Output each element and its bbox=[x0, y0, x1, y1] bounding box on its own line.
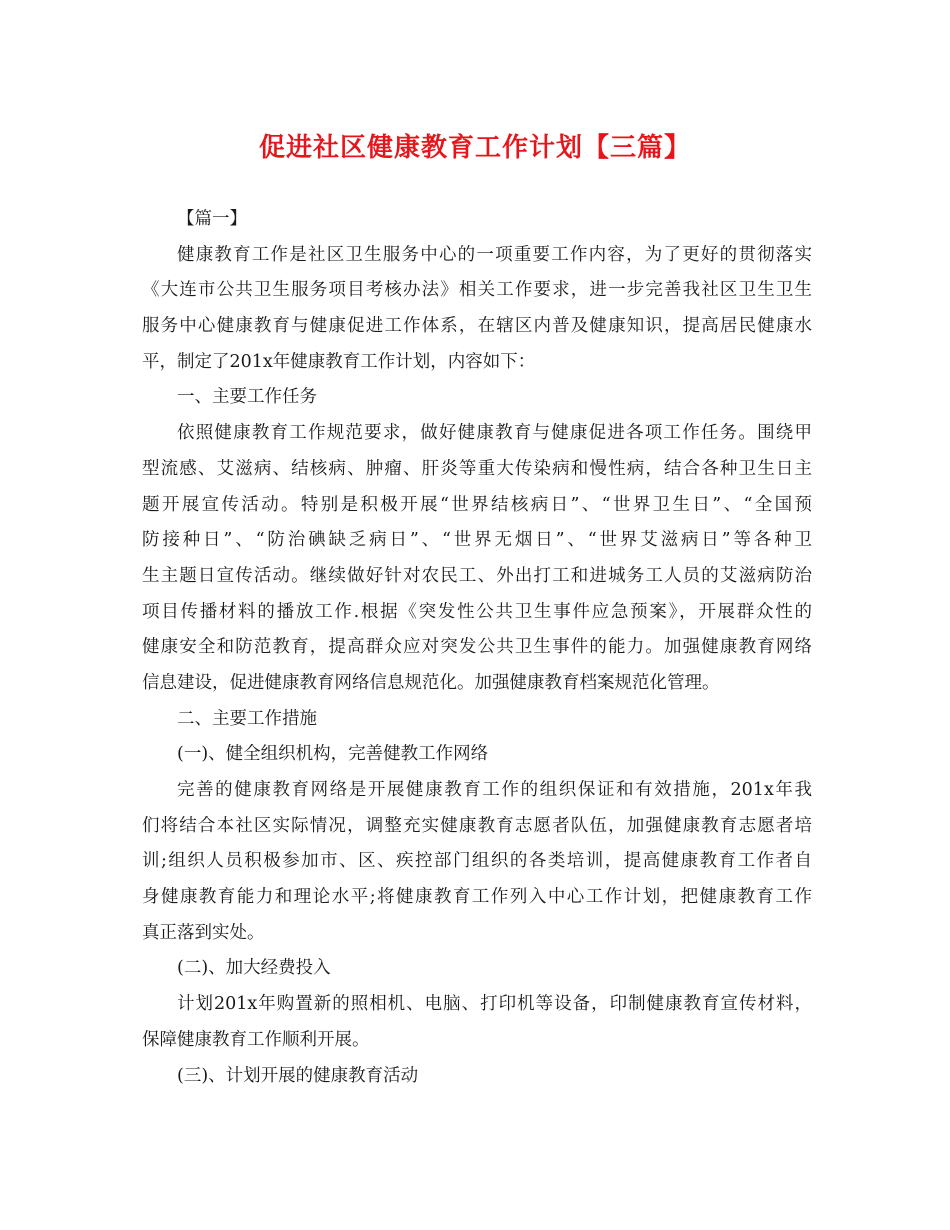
text-line: 二、主要工作措施 bbox=[177, 708, 317, 729]
text-line: 健康安全和防范教育，提高群众应对突发公共卫生事件的能力。加强健康教育网络 bbox=[142, 637, 812, 658]
text-line: 身健康教育能力和理论水平;将健康教育工作列入中心工作计划，把健康教育工作 bbox=[142, 887, 812, 908]
text-line: 依照健康教育工作规范要求，做好健康教育与健康促进各项工作任务。围绕甲 bbox=[177, 423, 812, 444]
text-line: 服务中心健康教育与健康促进工作体系，在辖区内普及健康知识，提高居民健康水 bbox=[142, 316, 812, 337]
text-line: 真正落到实处。 bbox=[142, 922, 265, 943]
text-line: 防接种日”、“防治碘缺乏病日”、“世界无烟日”、“世界艾滋病日”等各种卫 bbox=[142, 530, 812, 551]
text-line: 题开展宣传活动。特别是积极开展“世界结核病日”、“世界卫生日”、“全国预 bbox=[142, 494, 812, 515]
text-line: 完善的健康教育网络是开展健康教育工作的组织保证和有效措施，201x年我 bbox=[177, 780, 812, 800]
text-line: (三)、计划开展的健康教育活动 bbox=[177, 1065, 419, 1086]
text-line: 项目传播材料的播放工作.根据《突发性公共卫生事件应急预案》，开展群众性的 bbox=[142, 601, 812, 622]
text-line: 们将结合本社区实际情况，调整充实健康教育志愿者队伍，加强健康教育志愿者培 bbox=[142, 815, 812, 836]
text-line: 信息建设，促进健康教育网络信息规范化。加强健康教育档案规范化管理。 bbox=[142, 672, 720, 693]
text-line: 《大连市公共卫生服务项目考核办法》相关工作要求，进一步完善我社区卫生卫生 bbox=[142, 280, 812, 301]
text-line: 一、主要工作任务 bbox=[177, 387, 317, 408]
text-line: 型流感、艾滋病、结核病、肿瘤、肝炎等重大传染病和慢性病，结合各种卫生日主 bbox=[142, 458, 812, 479]
document-body bbox=[142, 202, 812, 1094]
text-line: (二)、加大经费投入 bbox=[177, 958, 331, 979]
text-line: 【篇一】 bbox=[177, 209, 247, 229]
text-line: 生主题日宣传活动。继续做好针对农民工、外出打工和进城务工人员的艾滋病防治 bbox=[142, 565, 812, 586]
document-title: 促进社区健康教育工作计划【三篇】 bbox=[258, 133, 691, 163]
text-line: 健康教育工作是社区卫生服务中心的一项重要工作内容，为了更好的贯彻落实 bbox=[177, 244, 812, 265]
text-line: 平，制定了201x年健康教育工作计划，内容如下： bbox=[142, 351, 536, 372]
text-line: 计划201x年购置新的照相机、电脑、打印机等设备，印制健康教育宣传材料， bbox=[177, 994, 812, 1015]
text-line: (一)、健全组织机构，完善健教工作网络 bbox=[177, 744, 489, 765]
text-line: 保障健康教育工作顺利开展。 bbox=[142, 1029, 370, 1050]
text-line: 训;组织人员积极参加市、区、疾控部门组织的各类培训，提高健康教育工作者自 bbox=[142, 851, 812, 872]
